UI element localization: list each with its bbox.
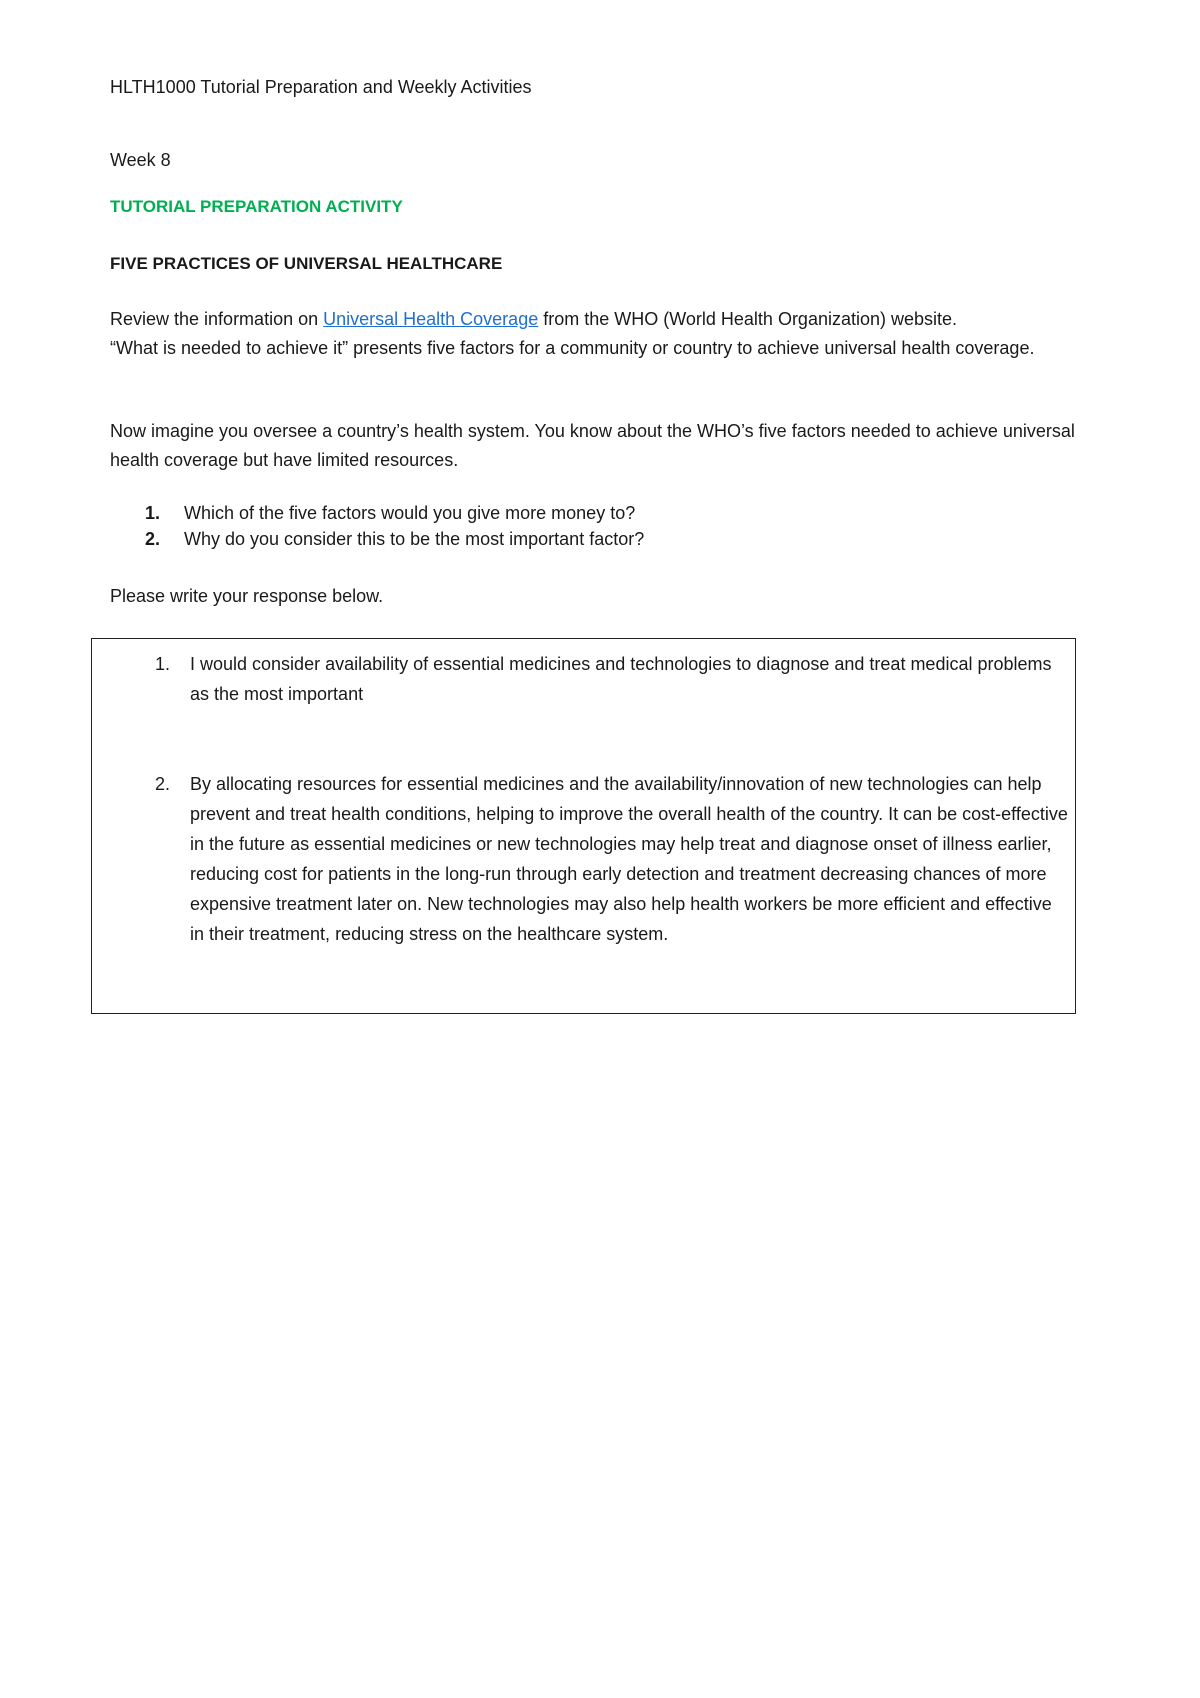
question-text: Why do you consider this to be the most important factor? xyxy=(184,529,645,549)
question-number: 2. xyxy=(145,529,161,549)
question-list xyxy=(110,500,1090,552)
intro-text-after-link: from the WHO (World Health Organization) website. xyxy=(538,309,958,329)
response-number: 1. xyxy=(155,654,171,674)
section-label: TUTORIAL PREPARATION ACTIVITY xyxy=(110,197,403,216)
scenario-paragraph xyxy=(110,417,1090,475)
response-prompt: Please write your response below. xyxy=(110,586,384,606)
intro-text-before-link: Review the information on xyxy=(110,309,324,329)
list-item xyxy=(110,500,1090,526)
scenario-text: Now imagine you oversee a country’s health system. You know about the WHO’s five factors needed to achieve universal health coverage but have limited resources. xyxy=(110,421,1075,470)
intro-paragraph xyxy=(110,305,1090,363)
question-number: 1. xyxy=(145,503,161,523)
response-box xyxy=(91,638,1076,1014)
universal-health-coverage-link[interactable]: Universal Health Coverage xyxy=(323,309,539,329)
document-header: HLTH1000 Tutorial Preparation and Weekly Activities xyxy=(110,77,532,97)
question-text: Which of the five factors would you give more money to? xyxy=(184,503,636,523)
response-text: I would consider availability of essential medicines and technologies to diagnose and treat medical problems as the most important xyxy=(190,654,1052,704)
intro-line-2: “What is needed to achieve it” presents five factors for a community or country to achieve universal health coverage. xyxy=(110,338,1035,358)
response-text: By allocating resources for essential medicines and the availability/innovation of new technologies can help prevent and treat health conditions, helping to improve the overall health of the country. It can be cost-effective in the future as essential medicines or new technologies may help treat and diagnose onset of illness earlier, reducing cost for patients in the long-run through early detection and treatment decreasing chances of more expensive treatment later on. New technologies may also help health workers be more efficient and effective in their treatment, reducing stress on the healthcare system. xyxy=(190,774,1068,944)
week-label: Week 8 xyxy=(110,150,171,170)
section-title: FIVE PRACTICES OF UNIVERSAL HEALTHCARE xyxy=(110,254,503,273)
response-number: 2. xyxy=(155,774,171,794)
list-item xyxy=(110,526,1090,552)
